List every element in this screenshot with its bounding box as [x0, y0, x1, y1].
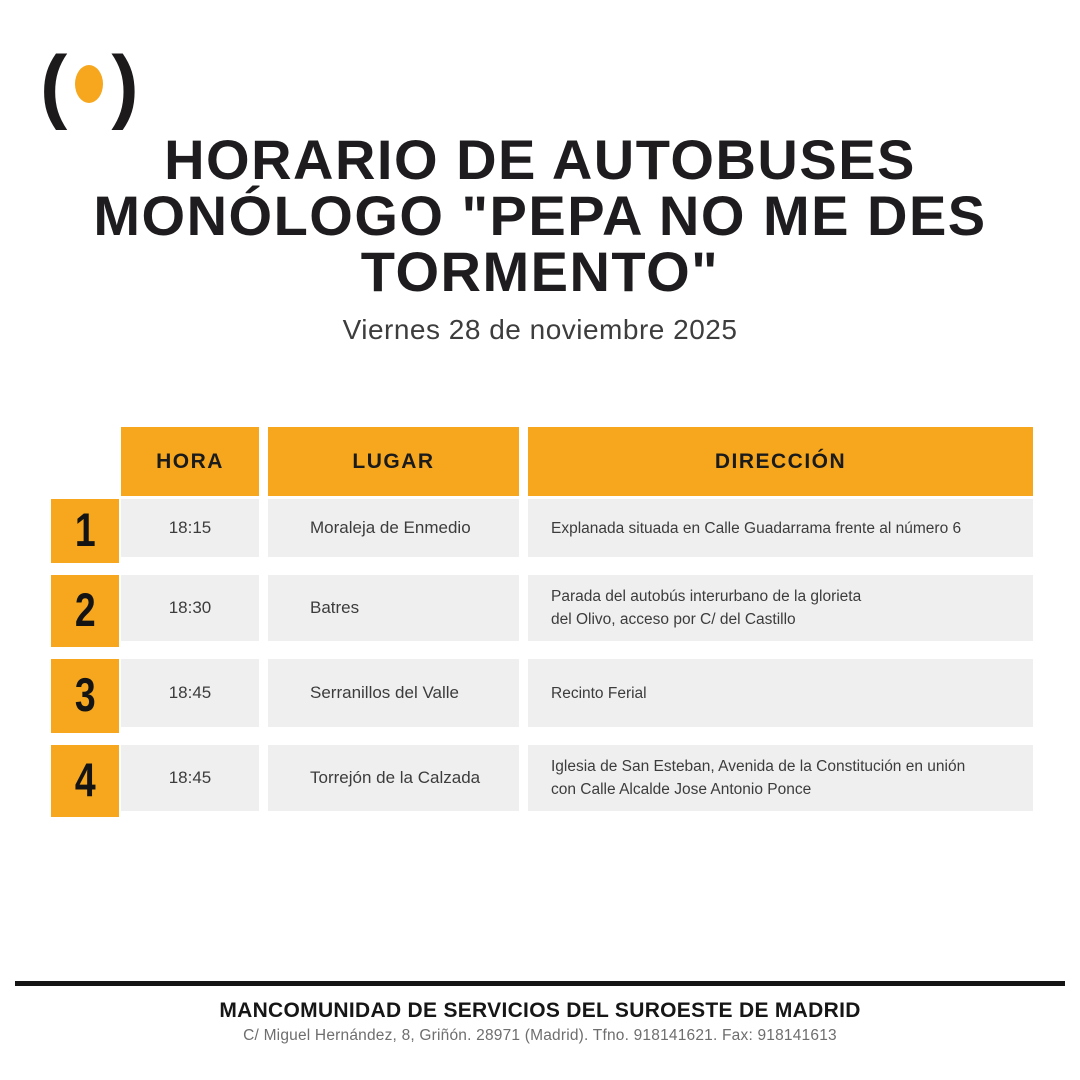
row-number-badge	[51, 499, 119, 563]
row-number: 1	[74, 504, 96, 557]
cell-direccion	[528, 745, 1033, 811]
bus-schedule-table	[51, 427, 1033, 811]
event-date: Viernes 28 de noviembre 2025	[342, 314, 738, 345]
cell-direccion-text: Recinto Ferial	[551, 684, 647, 702]
row-number-badge	[51, 575, 119, 647]
cell-direccion	[528, 499, 1033, 557]
table-row	[51, 499, 1033, 557]
cell-lugar: Moraleja de Enmedio	[268, 499, 519, 557]
table-row	[51, 575, 1033, 641]
cell-hora: 18:45	[121, 659, 259, 727]
cell-lugar: Serranillos del Valle	[268, 659, 519, 727]
cell-hora: 18:30	[121, 575, 259, 641]
page-title-line3: TORMENTO"	[360, 240, 720, 303]
brand-logo	[40, 38, 139, 134]
table-header-row	[121, 427, 1033, 496]
row-number: 3	[74, 669, 96, 722]
cell-direccion-text: Parada del autobús interurbano de la glorieta del Olivo, acceso por C/ del Castillo	[551, 588, 862, 628]
cell-direccion	[528, 659, 1033, 727]
cell-lugar: Batres	[268, 575, 519, 641]
footer	[0, 981, 1080, 1045]
logo-dot-icon	[75, 65, 103, 103]
logo-left-paren: (	[40, 40, 68, 131]
table-row	[51, 745, 1033, 811]
logo-right-paren: )	[111, 40, 139, 131]
cell-hora: 18:45	[121, 745, 259, 811]
column-header-hora: HORA	[121, 427, 259, 496]
page-title-line1: HORARIO DE AUTOBUSES	[164, 128, 916, 191]
column-header-lugar: LUGAR	[268, 427, 519, 496]
footer-organization: MANCOMUNIDAD DE SERVICIOS DEL SUROESTE DE MADRID	[219, 999, 861, 1022]
footer-address: C/ Miguel Hernández, 8, Griñón. 28971 (Madrid). Tfno. 918141621. Fax: 918141613	[243, 1027, 837, 1044]
row-number: 2	[74, 584, 96, 637]
cell-lugar: Torrejón de la Calzada	[268, 745, 519, 811]
page-title	[0, 128, 1080, 303]
cell-direccion-text: Iglesia de San Esteban, Avenida de la Constitución en unión con Calle Alcalde Jose Antonio Ponce	[551, 758, 966, 798]
cell-direccion	[528, 575, 1033, 641]
footer-divider	[15, 981, 1065, 986]
cell-direccion-text: Explanada situada en Calle Guadarrama frente al número 6	[551, 519, 962, 537]
row-number-badge	[51, 745, 119, 817]
table-row	[51, 659, 1033, 727]
page-title-line2: MONÓLOGO "PEPA NO ME DES	[93, 184, 987, 247]
column-header-direccion: DIRECCIÓN	[528, 427, 1033, 496]
row-number-badge	[51, 659, 119, 733]
cell-hora: 18:15	[121, 499, 259, 557]
row-number: 4	[74, 754, 96, 807]
